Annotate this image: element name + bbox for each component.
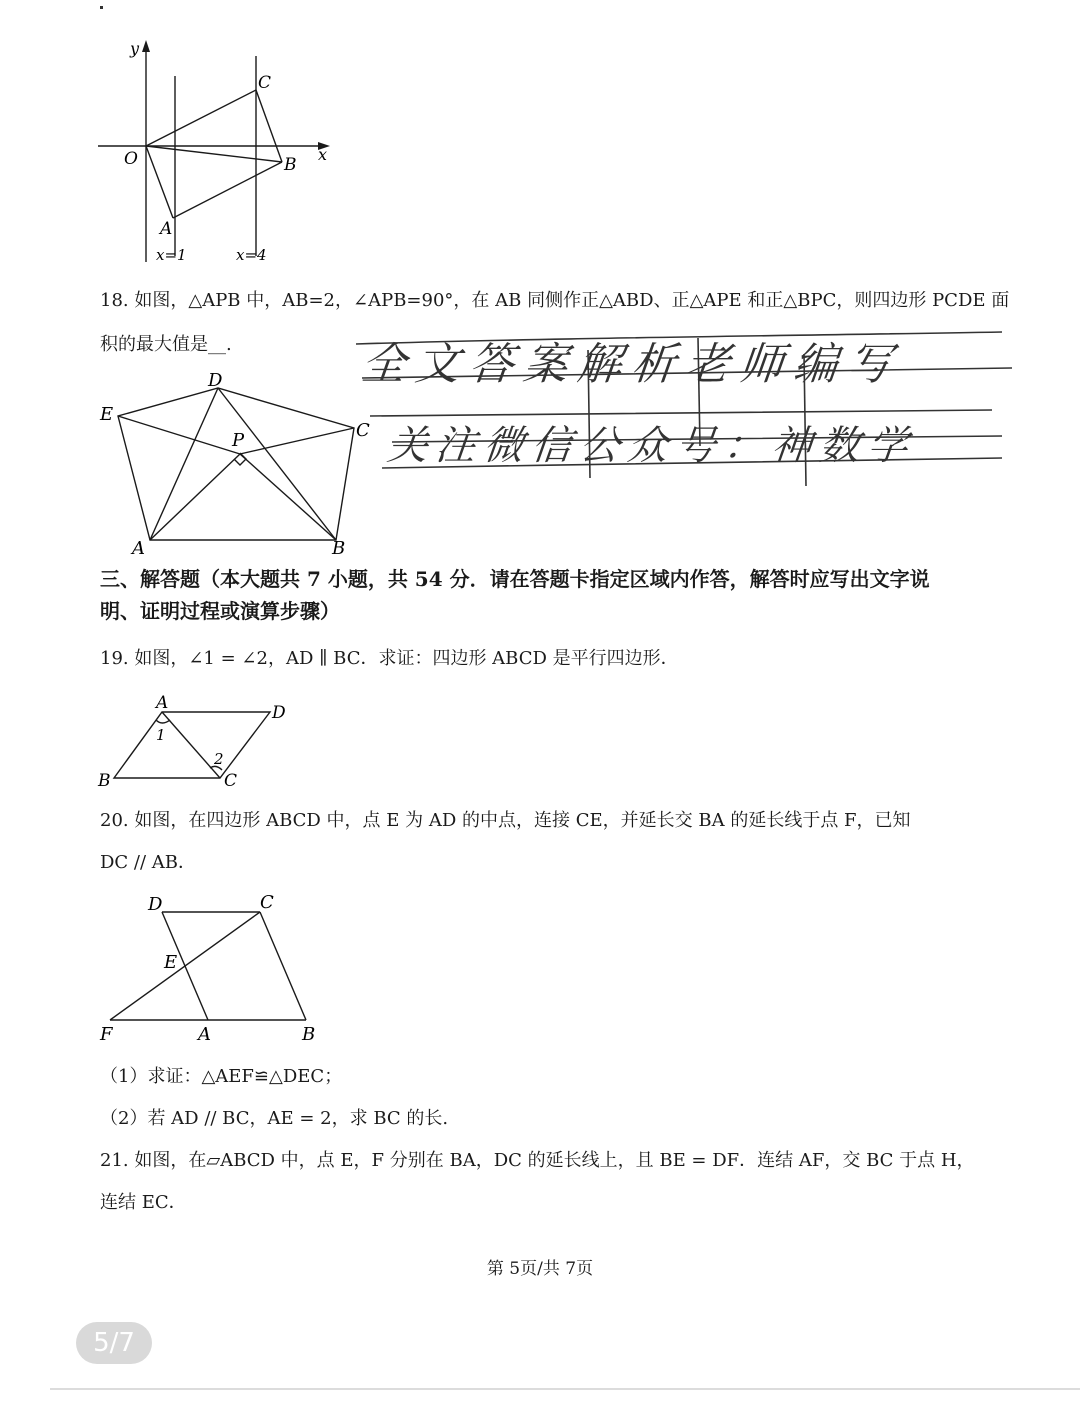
q20-line1: 20. 如图，在四边形 ABCD 中，点 E 为 AD 的中点，连接 CE，并延长交 BA 的延长线于点 F，已知 <box>100 810 911 831</box>
label-A: A <box>198 1024 211 1045</box>
q18-line1: 18. 如图，△APB 中，AB=2，∠APB=90°，在 AB 同侧作正△ABD、正△APE 和正△BPC，则四边形 PCDE 面 <box>100 290 1010 311</box>
label-A: A <box>156 694 169 713</box>
q21-line2: 连结 EC． <box>100 1192 187 1213</box>
label-D: D <box>148 894 163 915</box>
label-B: B <box>302 1024 316 1045</box>
bottom-divider <box>50 1388 1080 1390</box>
q18-line2: 积的最大值是__. <box>100 334 232 355</box>
label-x: x <box>318 145 328 164</box>
handwritten-line1: 全文答案解析老师编写 <box>358 339 905 390</box>
label-D: D <box>208 370 223 391</box>
figure-q18 <box>96 366 386 558</box>
label-B: B <box>332 538 346 558</box>
label-C: C <box>356 420 370 441</box>
label-E: E <box>164 952 178 973</box>
label-A: A <box>132 538 145 558</box>
handwritten-line2: 关注微信公众号：神数学 <box>385 423 919 469</box>
q20-part2: （2）若 AD // BC，AE = 2，求 BC 的长. <box>100 1108 449 1129</box>
label-B: B <box>284 155 297 175</box>
label-angle2: 2 <box>214 750 224 768</box>
section3-heading-line1: 三、解答题（本大题共 7 小题，共 54 分．请在答题卡指定区域内作答，解答时应写出文字说 <box>100 567 930 591</box>
handwritten-note <box>352 318 1022 498</box>
figure-q20 <box>96 890 326 1046</box>
q20-line2: DC // AB． <box>100 852 197 873</box>
q21-line1: 21. 如图，在▱ABCD 中，点 E，F 分别在 BA，DC 的延长线上，且 BE = DF．连结 AF，交 BC 于点 H， <box>100 1150 975 1171</box>
label-C: C <box>258 73 272 93</box>
label-x-eq-1: x=1 <box>156 246 187 264</box>
label-E: E <box>100 404 114 425</box>
scan-dot <box>100 6 103 9</box>
label-C: C <box>224 771 238 790</box>
label-y: y <box>130 39 140 58</box>
section3-heading-line2: 明、证明过程或演算步骤） <box>100 599 340 623</box>
q20-part1: （1）求证：△AEF≌△DEC； <box>100 1066 343 1087</box>
label-D: D <box>272 703 286 723</box>
page-indicator: 5/7 <box>76 1322 152 1364</box>
label-F: F <box>100 1024 113 1045</box>
label-P: P <box>232 430 245 451</box>
label-angle1: 1 <box>156 726 166 744</box>
page-footer: 第 5页/共 7页 <box>486 1259 594 1279</box>
label-C: C <box>260 892 274 913</box>
q19-text: 19. 如图，∠1 = ∠2，AD ∥ BC．求证：四边形 ABCD 是平行四边形． <box>100 648 679 669</box>
label-x-eq-4: x=4 <box>236 246 267 264</box>
label-A: A <box>160 219 173 239</box>
label-O: O <box>124 149 138 169</box>
figure-q17 <box>90 36 340 268</box>
label-B: B <box>98 771 111 790</box>
figure-q19 <box>96 694 296 790</box>
